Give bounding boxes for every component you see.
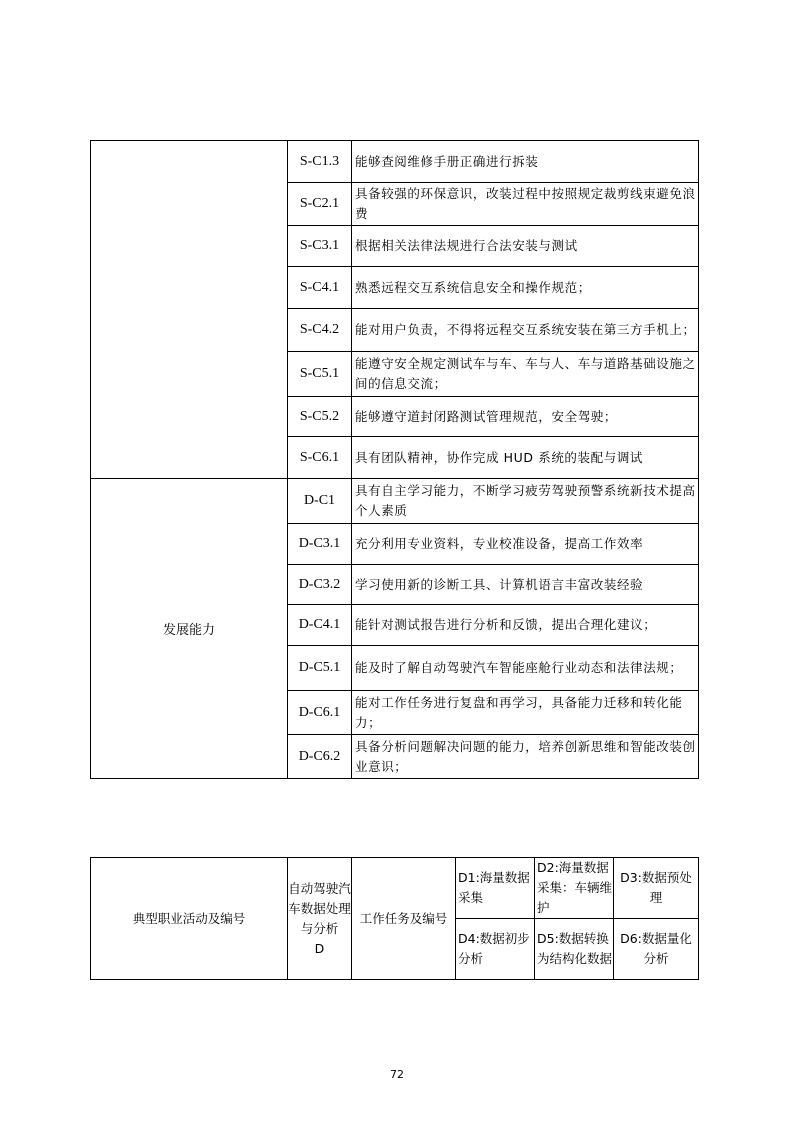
task-cell: D6:数据量化分析 <box>614 919 699 980</box>
activity-cell <box>288 858 352 980</box>
competency-description: 学习使用新的诊断工具、计算机语言丰富改装经验 <box>352 565 699 605</box>
activity-header: 典型职业活动及编号 <box>91 858 288 980</box>
competency-code: S-C3.1 <box>288 226 352 267</box>
competency-description: 具有自主学习能力，不断学习疲劳驾驶预警系统新技术提高个人素质 <box>352 479 699 524</box>
group-cell-development: 发展能力 <box>91 479 288 779</box>
task-cell: D3:数据预处理 <box>614 858 699 919</box>
competency-code: S-C5.1 <box>288 352 352 397</box>
competency-description: 能对用户负责，不得将远程交互系统安装在第三方手机上； <box>352 309 699 352</box>
task-header: 工作任务及编号 <box>352 858 456 980</box>
competency-code: D-C6.1 <box>288 691 352 735</box>
competency-code: S-C4.1 <box>288 267 352 309</box>
competency-description: 能及时了解自动驾驶汽车智能座舱行业动态和法律法规； <box>352 646 699 691</box>
group-cell-social <box>91 141 288 479</box>
competency-code: D-C3.1 <box>288 524 352 565</box>
competency-code: D-C6.2 <box>288 735 352 779</box>
task-cell: D5:数据转换为结构化数据 <box>535 919 614 980</box>
competency-description: 能遵守安全规定测试车与车、车与人、车与道路基础设施之间的信息交流； <box>352 352 699 397</box>
competency-description: 具有团队精神，协作完成 HUD 系统的装配与调试 <box>352 437 699 479</box>
task-cell: D2:海量数据采集：车辆维护 <box>535 858 614 919</box>
competency-code: D-C5.1 <box>288 646 352 691</box>
competency-description: 能对工作任务进行复盘和再学习，具备能力迁移和转化能力； <box>352 691 699 735</box>
competency-code: S-C5.2 <box>288 397 352 437</box>
competency-code: S-C6.1 <box>288 437 352 479</box>
competency-code: S-C1.3 <box>288 141 352 183</box>
competency-code: D-C3.2 <box>288 565 352 605</box>
task-cell: D1:海量数据采集 <box>456 858 535 919</box>
task-cell: D4:数据初步分析 <box>456 919 535 980</box>
activity-code: D <box>314 940 325 956</box>
activity-name: 自动驾驶汽车数据处理与分析 <box>288 880 351 936</box>
competency-description: 根据相关法律法规进行合法安装与测试 <box>352 226 699 267</box>
competency-code: S-C4.2 <box>288 309 352 352</box>
competency-description: 具备分析问题解决问题的能力，培养创新思维和智能改装创业意识； <box>352 735 699 779</box>
competency-description: 具备较强的环保意识，改装过程中按照规定裁剪线束避免浪费 <box>352 183 699 226</box>
competency-code: D-C1 <box>288 479 352 524</box>
competency-description: 能够遵守道封闭路测试管理规范，安全驾驶； <box>352 397 699 437</box>
competency-code: D-C4.1 <box>288 605 352 646</box>
competency-code: S-C2.1 <box>288 183 352 226</box>
work-task-table <box>90 857 699 980</box>
competency-description: 能针对测试报告进行分析和反馈，提出合理化建议； <box>352 605 699 646</box>
competency-table <box>90 140 699 779</box>
competency-description: 充分利用专业资料，专业校准设备，提高工作效率 <box>352 524 699 565</box>
page-number: 72 <box>390 1068 404 1081</box>
competency-description: 能够查阅维修手册正确进行拆装 <box>352 141 699 183</box>
competency-description: 熟悉远程交互系统信息安全和操作规范； <box>352 267 699 309</box>
